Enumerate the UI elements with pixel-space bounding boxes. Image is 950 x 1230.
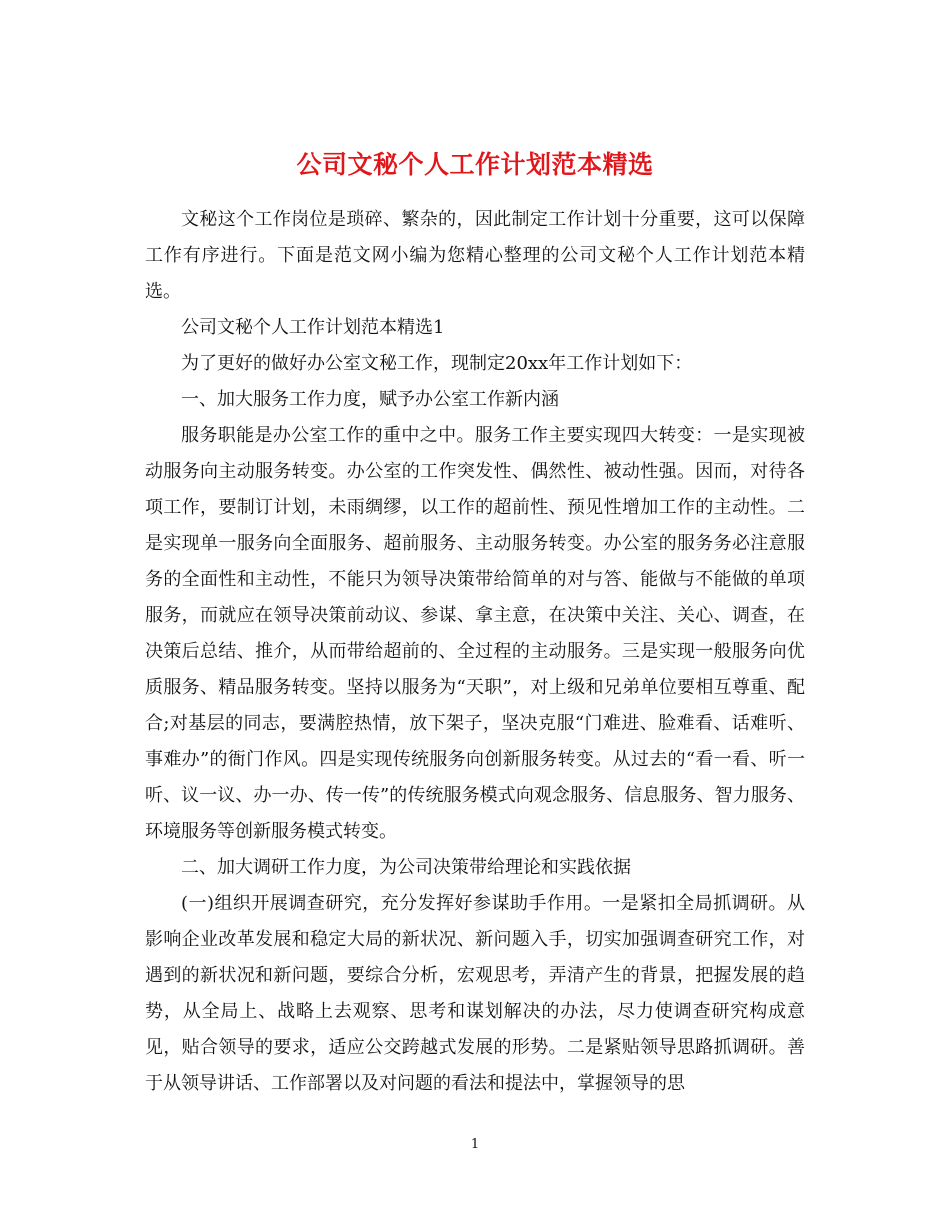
section-heading-2: 二、加大调研工作力度，为公司决策带给理论和实践依据	[181, 857, 631, 878]
document-title: 公司文秘个人工作计划范本精选	[296, 149, 654, 179]
intro-paragraph: 文秘这个工作岗位是琐碎、繁杂的，因此制定工作计划十分重要，这可以保障工作有序进行。下面是范文网小编为您精心整理的公司文秘个人工作计划范本精选。	[145, 209, 805, 302]
section-heading-1: 一、加大服务工作力度，赋予办公室工作新内涵	[181, 389, 559, 410]
page-number: 1	[470, 1137, 480, 1152]
research-paragraph: (一)组织开展调查研究，充分发挥好参谋助手作用。一是紧扣全局抓调研。从影响企业改革发展和稳定大局的新状况、新问题入手，切实加强调查研究工作，对遇到的新状况和新问题，要综合分析，宏观思考，弄清产生的背景，把握发展的趋势，从全局上、战略上去观察、思考和谋划解决的办法，尽力使调查研究构成意见，贴合领导的要求，适应公交跨越式发展的形势。二是紧贴领导思路抓调研。善于从领导讲话、工作部署以及对问题的看法和提法中，掌握领导的思	[145, 893, 805, 1094]
service-paragraph: 服务职能是办公室工作的重中之中。服务工作主要实现四大转变：一是实现被动服务向主动服务转变。办公室的工作突发性、偶然性、被动性强。因而，对待各项工作，要制订计划，未雨绸缪，以工作的超前性、预见性增加工作的主动性。二是实现单一服务向全面服务、超前服务、主动服务转变。办公室的服务务必注意服务的全面性和主动性，不能只为领导决策带给简单的对与答、能做与不能做的单项服务，而就应在领导决策前动议、参谋、拿主意，在决策中关注、关心、调查，在决策后总结、推介，从而带给超前的、全过程的主动服务。三是实现一般服务向优质服务、精品服务转变。坚持以服务为“天职”，对上级和兄弟单位要相互尊重、配合;对基层的同志，要满腔热情，放下架子，坚决克服“门难进、脸难看、话难听、事难办”的衙门作风。四是实现传统服务向创新服务转变。从过去的“看一看、听一听、议一议、办一办、传一传”的传统服务模式向观念服务、信息服务、智力服务、环境服务等创新服务模式转变。	[145, 425, 805, 842]
document-body	[145, 202, 805, 1102]
plan-intro-paragraph: 为了更好的做好办公室文秘工作，现制定20xx年工作计划如下：	[181, 353, 693, 374]
sample-heading: 公司文秘个人工作计划范本精选1	[181, 317, 445, 338]
